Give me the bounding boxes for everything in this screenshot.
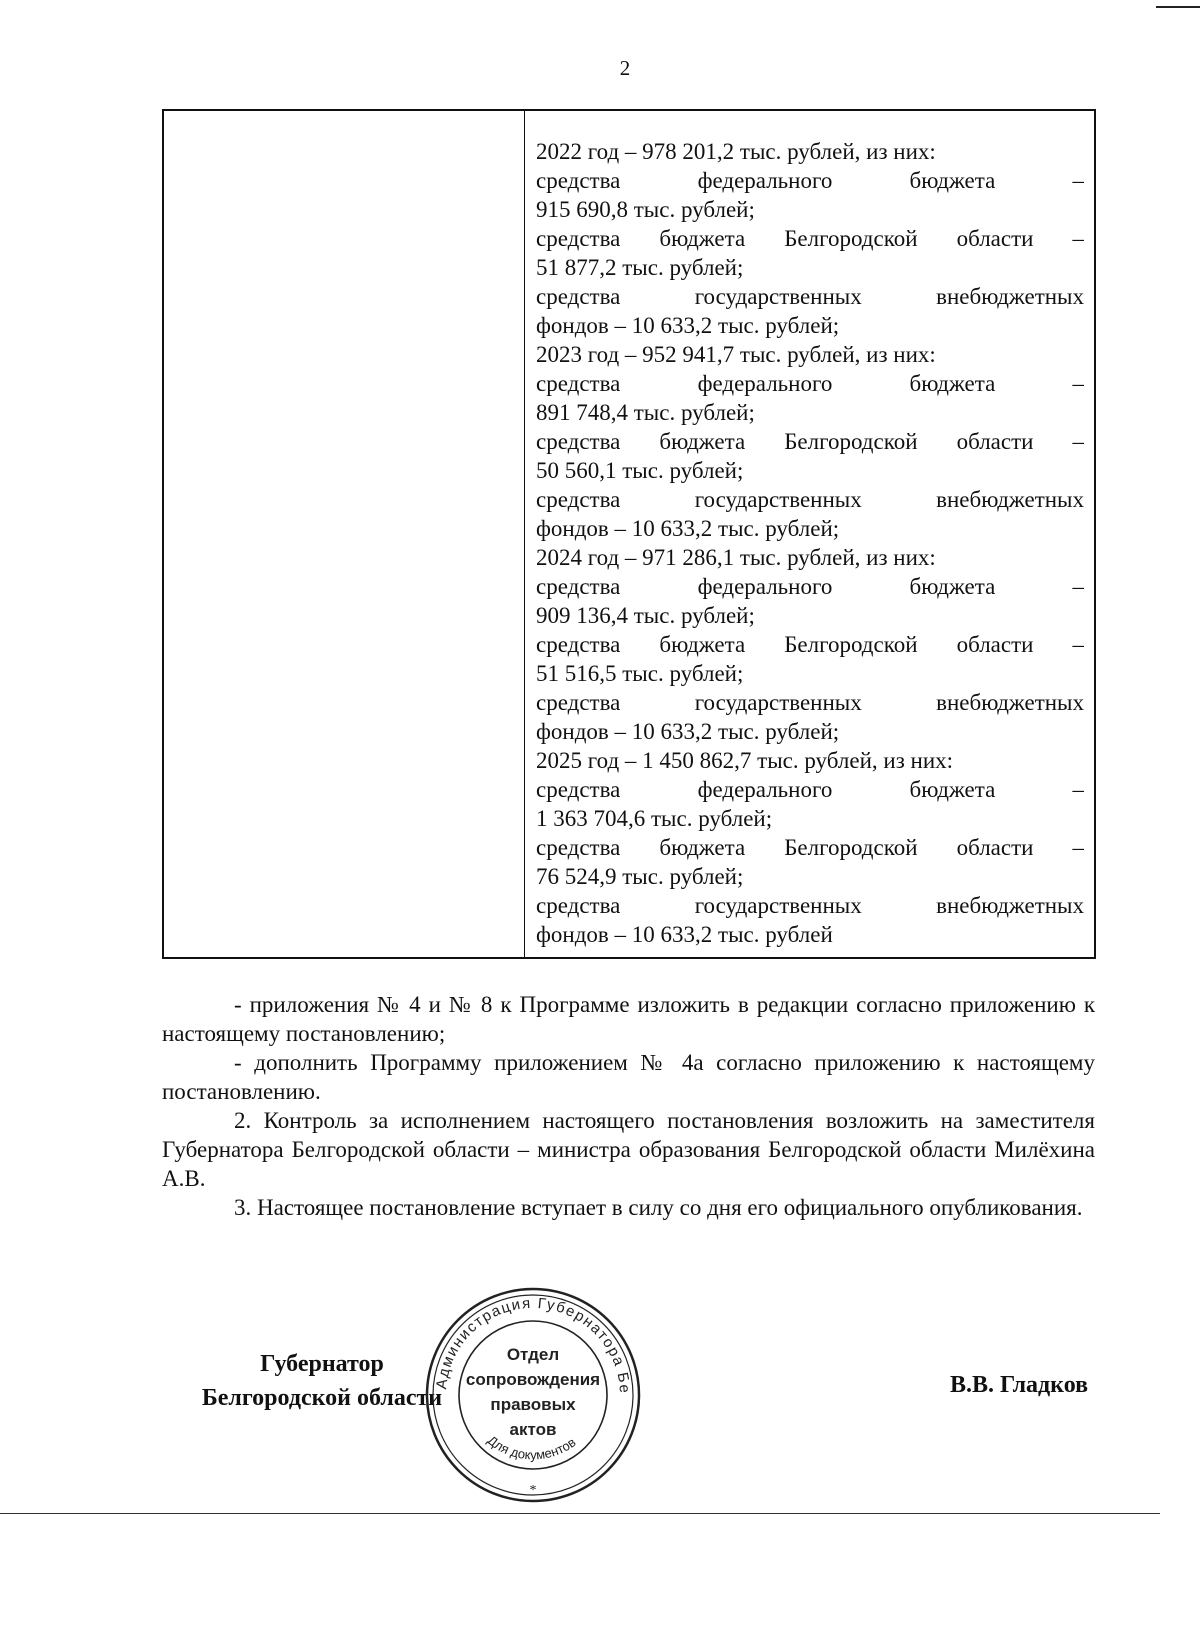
funding-line: 2022 год – 978 201,2 тыс. рублей, из них: [536,139,936,164]
seal-inner-line-3: правовых [490,1395,576,1414]
funding-line-word: средства [536,690,621,715]
funding-line-word: – [1072,835,1084,860]
funding-line-word: средства [536,168,621,193]
funding-line-word: – [1072,226,1084,251]
funding-line-word: средства [536,777,621,802]
funding-line: 50 560,1 тыс. рублей; [536,458,744,483]
funding-line-word: – [1072,632,1084,657]
funding-line-word: бюджета [659,632,746,657]
funding-line [536,427,1084,456]
funding-line-word: – [1072,574,1084,599]
funding-line-word: – [1072,168,1084,193]
seal-inner-line-4: актов [509,1420,557,1439]
governor-title-line1: Губернатор [260,1351,384,1377]
funding-line-word: области [956,226,1034,251]
paragraph-appendix-4a: - дополнить Программу приложением № 4а согласно приложению к настоящему постановлению. [162,1050,1095,1104]
corner-mark [1156,6,1200,8]
funding-line [536,572,1084,601]
funding-line [536,630,1084,659]
funding-line: 1 363 704,6 тыс. рублей; [536,806,773,831]
funding-line-word: бюджета [909,168,996,193]
seal-bottom-arc-text: Для документов [484,1432,579,1463]
funding-line: 2023 год – 952 941,7 тыс. рублей, из них: [536,342,936,367]
funding-line-word: Белгородской [784,632,918,657]
funding-line [536,224,1084,253]
page-number: 2 [619,56,631,80]
funding-line-word: бюджета [909,574,996,599]
seal-inner-text [462,1342,604,1442]
bottom-rule [0,1513,1160,1514]
funding-line-word: федерального [697,777,833,802]
funding-line-word: федерального [697,371,833,396]
table-column-divider [524,111,525,957]
governor-name: В.В. Гладков [950,1372,1089,1398]
funding-line: 51 877,2 тыс. рублей; [536,255,744,280]
funding-table [162,109,1096,959]
funding-line-word: области [956,632,1034,657]
funding-line [536,166,1084,195]
funding-line-word: бюджета [659,226,746,251]
funding-line [536,485,1084,514]
funding-line-word: средства [536,632,621,657]
funding-line-word: средства [536,371,621,396]
funding-line-word: государственных [694,893,862,918]
funding-line: 915 690,8 тыс. рублей; [536,197,755,222]
funding-line-word: области [956,835,1034,860]
funding-line-word: государственных [694,487,862,512]
funding-line-word: средства [536,284,621,309]
funding-line: фондов – 10 633,2 тыс. рублей; [536,719,840,744]
funding-line-word: бюджета [909,371,996,396]
funding-line-word: области [956,429,1034,454]
seal-star-icon: * [529,1483,537,1498]
funding-line-word: бюджета [909,777,996,802]
funding-line [536,833,1084,862]
funding-line-word: государственных [694,690,862,715]
funding-line [536,369,1084,398]
funding-line [536,775,1084,804]
funding-line-word: средства [536,893,621,918]
seal-inner-line-1: Отдел [506,1345,560,1364]
funding-line-word: внебюджетных [936,893,1084,918]
signature-block [0,1280,1200,1510]
funding-line-word: – [1072,777,1084,802]
funding-line: фондов – 10 633,2 тыс. рублей; [536,313,840,338]
funding-cell [536,137,1084,949]
funding-line: 891 748,4 тыс. рублей; [536,400,755,425]
funding-line-word: внебюджетных [936,487,1084,512]
funding-line-word: средства [536,835,621,860]
funding-line-word: бюджета [659,429,746,454]
funding-line-word: бюджета [659,835,746,860]
paragraph-control: 2. Контроль за исполнением настоящего постановления возложить на заместителя Губернатора Белгородской области – министра образования Белгородской области Милёхина А.В. [162,1108,1095,1191]
funding-line-word: – [1072,371,1084,396]
funding-line-word: Белгородской [784,226,918,251]
funding-line [536,891,1084,920]
funding-line-word: федерального [697,574,833,599]
paragraph-effective-date: 3. Настоящее постановление вступает в силу со дня его официального опубликования. [234,1195,1083,1220]
paragraph-appendix-4-8: - приложения № 4 и № 8 к Программе изложить в редакции согласно приложению к настоящему постановлению; [162,992,1095,1046]
funding-line-word: – [1072,429,1084,454]
funding-line: 2024 год – 971 286,1 тыс. рублей, из них: [536,545,936,570]
funding-line: 909 136,4 тыс. рублей; [536,603,755,628]
funding-line: фондов – 10 633,2 тыс. рублей [536,922,833,947]
funding-line-word: средства [536,226,621,251]
funding-line-word: средства [536,429,621,454]
funding-line-word: государственных [694,284,862,309]
governor-title-line2: Белгородской области [201,1385,443,1411]
funding-line-word: Белгородской [784,429,918,454]
funding-line: 76 524,9 тыс. рублей; [536,864,744,889]
funding-line: 2025 год – 1 450 862,7 тыс. рублей, из них: [536,748,954,773]
funding-line-word: внебюджетных [936,284,1084,309]
resolution-body [162,990,1095,1222]
funding-line-word: средства [536,574,621,599]
funding-line-word: федерального [697,168,833,193]
funding-line-word: внебюджетных [936,690,1084,715]
funding-line [536,282,1084,311]
funding-line-word: средства [536,487,621,512]
seal-inner-line-2: сопровождения [465,1370,601,1389]
funding-line: фондов – 10 633,2 тыс. рублей; [536,516,840,541]
funding-line-word: Белгородской [784,835,918,860]
seal-text-layer [418,1280,648,1510]
funding-line: 51 516,5 тыс. рублей; [536,661,744,686]
funding-line [536,688,1084,717]
official-seal [418,1280,648,1510]
seal-outer-ring-text: Администрация Губернатора Бе [433,1294,634,1395]
